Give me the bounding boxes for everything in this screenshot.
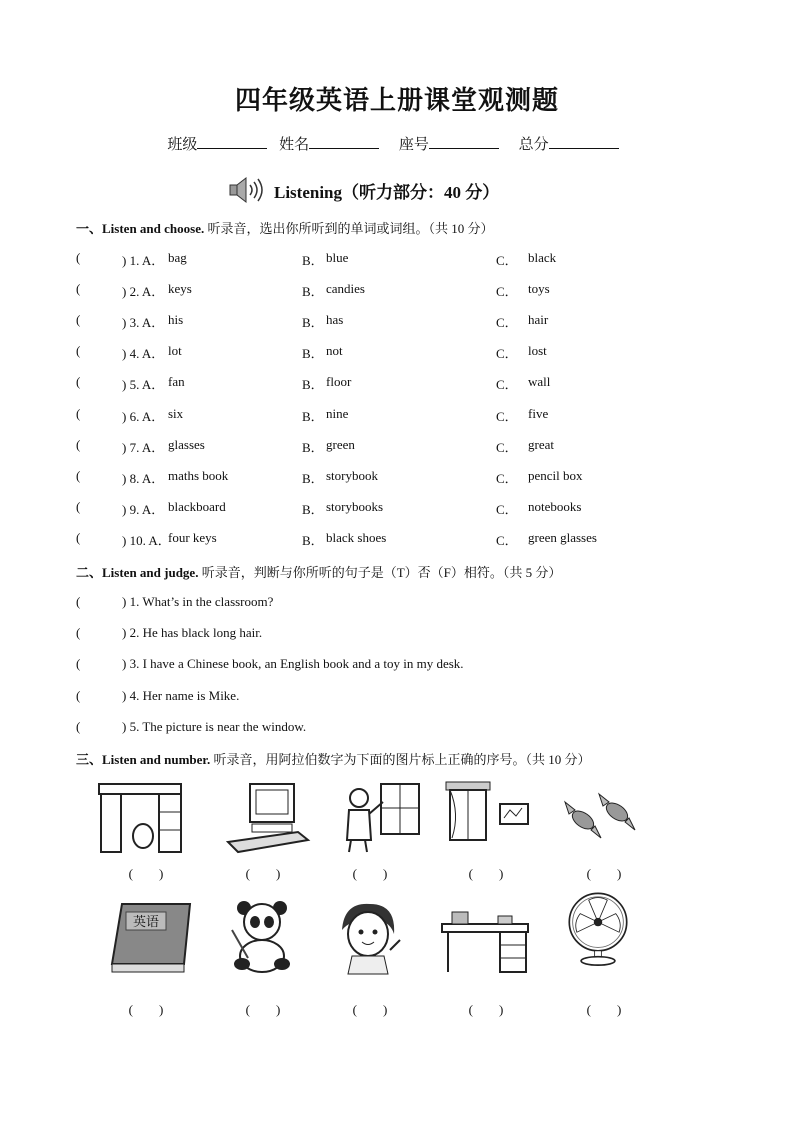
option-b: nine [326,405,349,421]
class-label: 班级 [167,137,198,153]
answer-blank[interactable]: ( ) [586,1002,622,1017]
question-number: ) 10. A． [122,532,171,548]
option-c-label: C． [496,532,518,548]
option-b: storybook [326,467,378,483]
answer-bracket[interactable]: ( [76,467,81,483]
question-row [76,499,716,519]
question-row [76,406,716,426]
answer-blank[interactable]: ( ) [352,1002,388,1017]
answer-blank[interactable]: ( ) [586,866,622,881]
question-row [76,468,716,488]
section1-heading-en: 一、Listen and choose. [76,221,205,236]
option-b: green [326,436,355,452]
judge-sentence: ) 5. The picture is near the window. [122,718,307,734]
section3-heading-en: 三、Listen and number. [76,752,211,767]
question-number: ) 4. A． [122,346,165,362]
answer-bracket[interactable]: ( [76,687,81,703]
answer-bracket[interactable]: ( [76,498,81,514]
section1-heading-cn: 听录音，选出你所听到的单词或词组。（共 10 分） [207,221,494,236]
answer-blank[interactable]: ( ) [128,866,164,881]
answer-blank[interactable]: ( ) [245,1002,281,1017]
option-a: six [168,405,184,421]
answer-bracket[interactable]: ( [76,343,81,359]
option-c-label: C． [496,315,518,331]
option-b-label: B． [302,439,324,455]
option-c: notebooks [528,498,582,514]
question-number: ) 5. A． [122,377,165,393]
option-c: toys [528,281,550,297]
name-label: 姓名 [279,137,310,153]
question-number: ) 3. A． [122,315,165,331]
option-c-label: C． [496,284,518,300]
desk-picture [95,780,185,856]
option-c: black [528,250,557,265]
option-a: blackboard [168,498,226,514]
question-number: ) 1. A． [122,253,165,268]
option-a: lot [168,343,182,359]
section3-heading-cn: 听录音，用阿拉伯数字为下面的图片标上正确的序号。（共 10 分） [213,752,591,767]
option-c: green glasses [528,529,597,545]
speaker-icon [228,176,266,204]
answer-bracket[interactable]: ( [76,312,81,328]
question-row [76,530,716,550]
option-c-label: C． [496,501,518,517]
answer-bracket[interactable]: ( [76,405,81,421]
question-row [76,374,716,394]
option-c-label: C． [496,408,518,424]
answer-bracket[interactable]: ( [76,529,81,545]
english-book-picture [104,900,194,976]
question-row [76,312,716,332]
page-title: 四年级英语上册课堂观测题 [234,86,559,115]
answer-bracket[interactable]: ( [76,656,81,672]
option-c: hair [528,312,549,328]
computer-picture [222,780,312,856]
answer-bracket[interactable]: ( [76,436,81,452]
option-a: glasses [168,436,205,452]
option-a: four keys [168,529,217,545]
option-b: not [326,343,343,359]
listening-header [228,176,499,204]
score-label: 总分 [518,137,549,153]
answer-blank[interactable]: ( ) [128,1002,164,1017]
option-b: storybooks [326,498,384,514]
option-c-label: C． [496,377,518,393]
option-b: blue [326,250,349,265]
option-a: maths book [168,467,229,483]
answer-blank[interactable]: ( ) [352,866,388,881]
section1-heading [76,218,493,237]
answer-bracket[interactable]: ( [76,594,81,609]
option-c: wall [528,374,551,390]
study-desk-picture [440,900,530,976]
question-row [76,281,716,301]
question-number: ) 8. A． [122,470,165,486]
section2-heading [76,562,561,581]
question-row [76,343,716,363]
book-label: 英语 [132,915,160,930]
name-blank[interactable] [309,134,379,149]
option-c-label: C． [496,470,518,486]
option-c: five [528,405,549,421]
option-c: pencil box [528,467,583,483]
judge-sentence: ) 4. Her name is Mike. [122,687,240,703]
option-b-label: B． [302,377,324,393]
option-b: has [326,312,344,328]
question-number: ) 7. A． [122,439,165,455]
student-info [0,133,794,154]
question-number: ) 2. A． [122,284,165,300]
option-a: keys [168,281,192,297]
option-b: black shoes [326,529,387,545]
judge-sentence: ) 1. What’s in the classroom? [122,594,274,609]
panda-picture [222,900,312,976]
option-b-label: B． [302,315,324,331]
answer-bracket[interactable]: ( [76,374,81,390]
option-b-label: B． [302,346,324,362]
question-number: ) 9. A． [122,501,165,517]
option-b-label: B． [302,532,324,548]
option-a: his [168,312,184,328]
answer-bracket[interactable]: ( [76,281,81,297]
option-c-label: C． [496,346,518,362]
answer-blank[interactable]: ( ) [468,866,504,881]
option-b-label: B． [302,501,324,517]
answer-bracket[interactable]: ( [76,250,81,265]
option-c: lost [528,343,547,359]
option-b-label: B． [302,408,324,424]
seat-label: 座号 [398,137,429,153]
question-row [76,437,716,457]
section2-heading-en: 二、Listen and judge. [76,565,199,580]
option-a: bag [168,250,187,265]
answer-bracket[interactable]: ( [76,625,81,641]
answer-bracket[interactable]: ( [76,718,81,734]
option-b: candies [326,281,365,297]
answer-blank[interactable]: ( ) [468,1002,504,1017]
section3-heading [76,749,591,768]
section2-heading-cn: 听录音，判断与你所听的句子是（T）否（F）相符。（共 5 分） [201,565,562,580]
girl-picture [330,900,420,976]
option-b: floor [326,374,352,390]
question-number: ) 6. A． [122,408,165,424]
candies-picture [557,780,647,856]
boy-window-picture [335,780,425,856]
window-picture-picture [442,780,532,856]
judge-sentence: ) 2. He has black long hair. [122,625,263,641]
option-b-label: B． [302,470,324,486]
option-b-label: B． [302,284,324,300]
answer-blank[interactable]: ( ) [245,866,281,881]
seat-blank[interactable] [429,134,499,149]
option-c-label: C． [496,439,518,455]
option-b-label: B． [302,253,324,268]
question-row [76,250,716,270]
option-c: great [528,436,554,452]
fan-picture [553,890,643,966]
score-blank[interactable] [549,134,619,149]
option-c-label: C． [496,253,518,268]
option-a: fan [168,374,185,390]
judge-sentence: ) 3. I have a Chinese book, an English book and a toy in my desk. [122,656,464,672]
class-blank[interactable] [197,134,267,149]
listening-title: Listening（听力部分：40 分） [274,182,500,202]
